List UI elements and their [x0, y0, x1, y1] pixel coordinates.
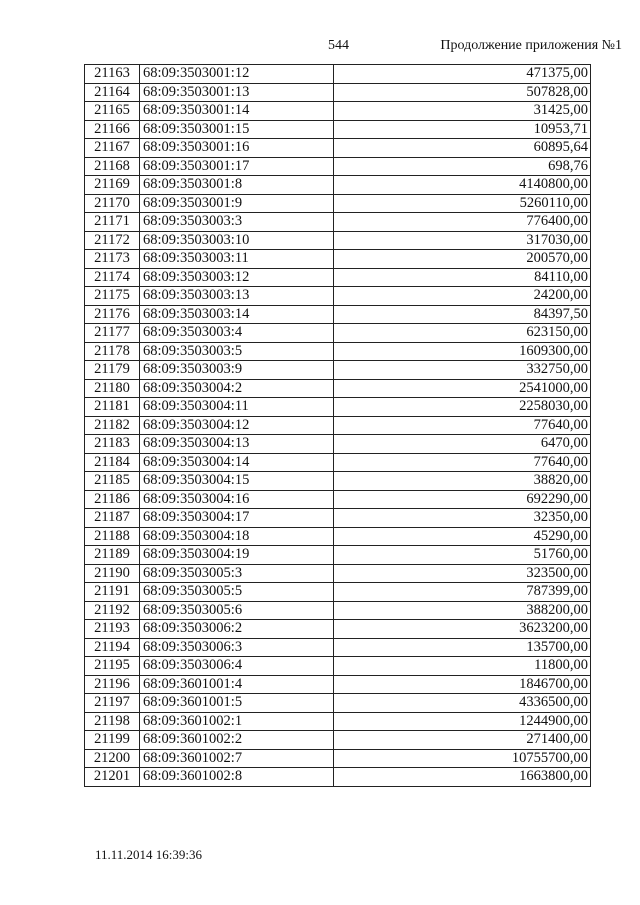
cadastral-number-cell: 68:09:3503001:9 — [140, 194, 334, 213]
row-number-cell: 21200 — [85, 749, 140, 768]
cadastral-value-cell: 32350,00 — [334, 509, 591, 528]
row-number-cell: 21172 — [85, 231, 140, 250]
row-number-cell: 21181 — [85, 398, 140, 417]
cadastral-number-cell: 68:09:3503001:17 — [140, 157, 334, 176]
cadastral-number-cell: 68:09:3503003:10 — [140, 231, 334, 250]
cadastral-number-cell: 68:09:3503004:11 — [140, 398, 334, 417]
print-timestamp: 11.11.2014 16:39:36 — [95, 847, 203, 862]
cadastral-value-cell: 6470,00 — [334, 435, 591, 454]
row-number-cell: 21177 — [85, 324, 140, 343]
table-row — [85, 361, 591, 380]
page-number: 544 — [328, 38, 349, 53]
table-row — [85, 416, 591, 435]
cadastral-value-cell: 5260110,00 — [334, 194, 591, 213]
row-number-cell: 21168 — [85, 157, 140, 176]
table-row — [85, 102, 591, 121]
table-row — [85, 601, 591, 620]
row-number-cell: 21178 — [85, 342, 140, 361]
row-number-cell: 21189 — [85, 546, 140, 565]
cadastral-value-cell: 24200,00 — [334, 287, 591, 306]
row-number-cell: 21197 — [85, 694, 140, 713]
row-number-cell: 21193 — [85, 620, 140, 639]
table-row — [85, 527, 591, 546]
cadastral-value-cell: 332750,00 — [334, 361, 591, 380]
cadastral-value-cell: 623150,00 — [334, 324, 591, 343]
cadastral-number-cell: 68:09:3503004:18 — [140, 527, 334, 546]
cadastral-number-cell: 68:09:3601002:2 — [140, 731, 334, 750]
row-number-cell: 21165 — [85, 102, 140, 121]
row-number-cell: 21163 — [85, 65, 140, 84]
cadastral-number-cell: 68:09:3503001:13 — [140, 83, 334, 102]
cadastral-value-cell: 10953,71 — [334, 120, 591, 139]
cadastral-value-cell: 38820,00 — [334, 472, 591, 491]
row-number-cell: 21167 — [85, 139, 140, 158]
table-row — [85, 583, 591, 602]
row-number-cell: 21194 — [85, 638, 140, 657]
cadastral-value-cell: 2541000,00 — [334, 379, 591, 398]
cadastral-value-cell: 77640,00 — [334, 453, 591, 472]
table-row — [85, 379, 591, 398]
cadastral-value-cell: 323500,00 — [334, 564, 591, 583]
cadastral-value-cell: 11800,00 — [334, 657, 591, 676]
cadastral-number-cell: 68:09:3601002:1 — [140, 712, 334, 731]
cadastral-number-cell: 68:09:3503003:5 — [140, 342, 334, 361]
cadastral-number-cell: 68:09:3503001:12 — [140, 65, 334, 84]
row-number-cell: 21190 — [85, 564, 140, 583]
row-number-cell: 21201 — [85, 768, 140, 787]
row-number-cell: 21192 — [85, 601, 140, 620]
row-number-cell: 21169 — [85, 176, 140, 195]
row-number-cell: 21179 — [85, 361, 140, 380]
cadastral-number-cell: 68:09:3503003:3 — [140, 213, 334, 232]
cadastral-value-cell: 60895,64 — [334, 139, 591, 158]
cadastral-number-cell: 68:09:3503004:19 — [140, 546, 334, 565]
row-number-cell: 21173 — [85, 250, 140, 269]
cadastral-number-cell: 68:09:3601001:5 — [140, 694, 334, 713]
table-row — [85, 157, 591, 176]
cadastral-number-cell: 68:09:3503001:14 — [140, 102, 334, 121]
cadastral-value-cell: 4140800,00 — [334, 176, 591, 195]
cadastral-value-cell: 4336500,00 — [334, 694, 591, 713]
table-row — [85, 65, 591, 84]
table-row — [85, 712, 591, 731]
cadastral-value-cell: 135700,00 — [334, 638, 591, 657]
cadastral-value-cell: 787399,00 — [334, 583, 591, 602]
cadastral-value-cell: 692290,00 — [334, 490, 591, 509]
cadastral-value-cell: 3623200,00 — [334, 620, 591, 639]
cadastral-number-cell: 68:09:3503003:9 — [140, 361, 334, 380]
cadastral-number-cell: 68:09:3503004:2 — [140, 379, 334, 398]
row-number-cell: 21176 — [85, 305, 140, 324]
row-number-cell: 21171 — [85, 213, 140, 232]
cadastral-number-cell: 68:09:3503005:6 — [140, 601, 334, 620]
table-row — [85, 176, 591, 195]
cadastral-number-cell: 68:09:3503003:11 — [140, 250, 334, 269]
cadastral-value-cell: 1846700,00 — [334, 675, 591, 694]
cadastral-number-cell: 68:09:3503005:3 — [140, 564, 334, 583]
cadastral-number-cell: 68:09:3601002:8 — [140, 768, 334, 787]
table-row — [85, 287, 591, 306]
cadastral-number-cell: 68:09:3503003:12 — [140, 268, 334, 287]
row-number-cell: 21186 — [85, 490, 140, 509]
table-row — [85, 194, 591, 213]
cadastral-value-cell: 2258030,00 — [334, 398, 591, 417]
table-row — [85, 231, 591, 250]
continuation-caption: Продолжение приложения №1 — [440, 38, 622, 53]
row-number-cell: 21195 — [85, 657, 140, 676]
row-number-cell: 21184 — [85, 453, 140, 472]
row-number-cell: 21188 — [85, 527, 140, 546]
table-row — [85, 250, 591, 269]
row-number-cell: 21166 — [85, 120, 140, 139]
cadastral-value-cell: 388200,00 — [334, 601, 591, 620]
cadastral-number-cell: 68:09:3503004:17 — [140, 509, 334, 528]
cadastral-number-cell: 68:09:3503006:4 — [140, 657, 334, 676]
cadastral-number-cell: 68:09:3503004:14 — [140, 453, 334, 472]
cadastral-number-cell: 68:09:3503006:2 — [140, 620, 334, 639]
table-body — [85, 65, 591, 787]
table-row — [85, 657, 591, 676]
cadastral-value-cell: 776400,00 — [334, 213, 591, 232]
table-row — [85, 564, 591, 583]
row-number-cell: 21175 — [85, 287, 140, 306]
cadastral-value-table — [84, 64, 591, 787]
row-number-cell: 21183 — [85, 435, 140, 454]
cadastral-value-cell: 1244900,00 — [334, 712, 591, 731]
cadastral-value-cell: 471375,00 — [334, 65, 591, 84]
cadastral-value-cell: 84110,00 — [334, 268, 591, 287]
table-row — [85, 675, 591, 694]
cadastral-number-cell: 68:09:3503005:5 — [140, 583, 334, 602]
cadastral-value-cell: 200570,00 — [334, 250, 591, 269]
cadastral-number-cell: 68:09:3503004:16 — [140, 490, 334, 509]
table-row — [85, 435, 591, 454]
table-row — [85, 694, 591, 713]
cadastral-number-cell: 68:09:3601002:7 — [140, 749, 334, 768]
cadastral-number-cell: 68:09:3503001:8 — [140, 176, 334, 195]
table-row — [85, 305, 591, 324]
row-number-cell: 21182 — [85, 416, 140, 435]
table-row — [85, 213, 591, 232]
table-row — [85, 398, 591, 417]
cadastral-value-cell: 84397,50 — [334, 305, 591, 324]
cadastral-number-cell: 68:09:3503003:4 — [140, 324, 334, 343]
row-number-cell: 21198 — [85, 712, 140, 731]
row-number-cell: 21187 — [85, 509, 140, 528]
cadastral-value-cell: 51760,00 — [334, 546, 591, 565]
cadastral-value-cell: 317030,00 — [334, 231, 591, 250]
table-row — [85, 83, 591, 102]
cadastral-value-cell: 10755700,00 — [334, 749, 591, 768]
cadastral-number-cell: 68:09:3503001:15 — [140, 120, 334, 139]
table-row — [85, 472, 591, 491]
table-row — [85, 490, 591, 509]
table-row — [85, 620, 591, 639]
row-number-cell: 21191 — [85, 583, 140, 602]
cadastral-value-cell: 1663800,00 — [334, 768, 591, 787]
row-number-cell: 21196 — [85, 675, 140, 694]
cadastral-value-cell: 1609300,00 — [334, 342, 591, 361]
cadastral-value-cell: 698,76 — [334, 157, 591, 176]
table-row — [85, 731, 591, 750]
table-row — [85, 509, 591, 528]
table-row — [85, 749, 591, 768]
table-row — [85, 268, 591, 287]
row-number-cell: 21164 — [85, 83, 140, 102]
row-number-cell: 21180 — [85, 379, 140, 398]
cadastral-number-cell: 68:09:3503004:12 — [140, 416, 334, 435]
row-number-cell: 21199 — [85, 731, 140, 750]
row-number-cell: 21170 — [85, 194, 140, 213]
cadastral-value-cell: 507828,00 — [334, 83, 591, 102]
table-row — [85, 453, 591, 472]
table-row — [85, 768, 591, 787]
table-row — [85, 139, 591, 158]
cadastral-number-cell: 68:09:3503004:15 — [140, 472, 334, 491]
cadastral-number-cell: 68:09:3503004:13 — [140, 435, 334, 454]
cadastral-value-cell: 45290,00 — [334, 527, 591, 546]
row-number-cell: 21185 — [85, 472, 140, 491]
table-row — [85, 638, 591, 657]
cadastral-number-cell: 68:09:3503003:13 — [140, 287, 334, 306]
table-row — [85, 324, 591, 343]
cadastral-number-cell: 68:09:3503003:14 — [140, 305, 334, 324]
table-row — [85, 546, 591, 565]
cadastral-value-cell: 31425,00 — [334, 102, 591, 121]
cadastral-value-cell: 77640,00 — [334, 416, 591, 435]
cadastral-number-cell: 68:09:3503006:3 — [140, 638, 334, 657]
cadastral-number-cell: 68:09:3601001:4 — [140, 675, 334, 694]
table-row — [85, 342, 591, 361]
cadastral-number-cell: 68:09:3503001:16 — [140, 139, 334, 158]
cadastral-value-cell: 271400,00 — [334, 731, 591, 750]
table-row — [85, 120, 591, 139]
row-number-cell: 21174 — [85, 268, 140, 287]
